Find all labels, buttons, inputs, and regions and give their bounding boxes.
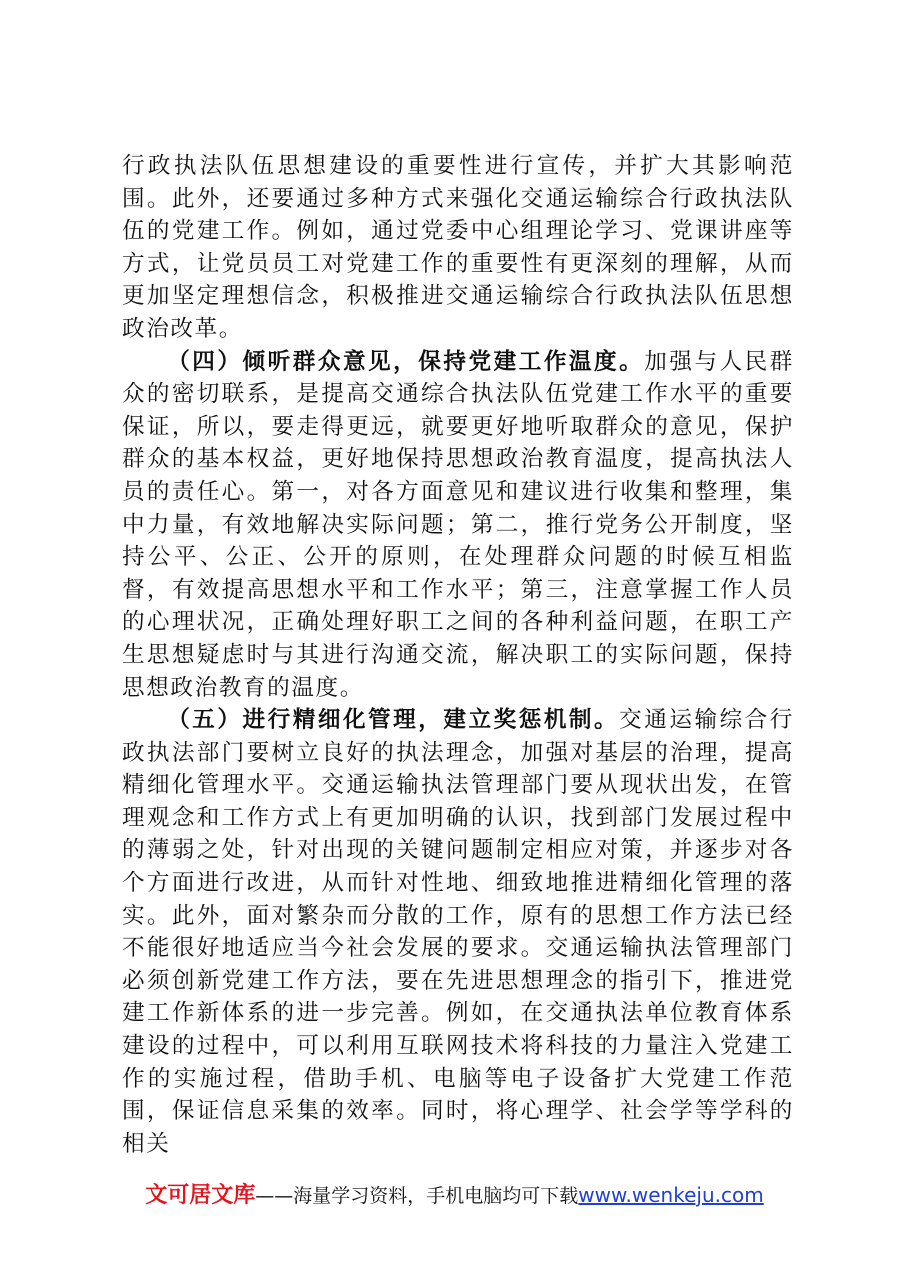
document-body (122, 150, 794, 1160)
paragraph-text: 交通运输综合行政执法部门要树立良好的执法理念，加强对基层的治理，提高精细化管理水平。交通运输执法管理部门要从现状出发，在管理观念和工作方式上有更加明确的认识，找到部门发展过程中的薄弱之处，针对出现的关键问题制定相应对策，并逐步对各个方面进行改进，从而针对性地、细致地推进精细化管理的落实。此外，面对繁杂而分散的工作，原有的思想工作方法已经不能很好地适应当今社会发展的要求。交通运输执法管理部门必须创新党建工作方法，要在先进思想理念的指引下，推进党建工作新体系的进一步完善。例如，在交通执法单位教育体系建设的过程中，可以利用互联网技术将科技的力量注入党建工作的实施过程，借助手机、电脑等电子设备扩大党建工作范围，保证信息采集的效率。同时，将心理学、社会学等学科的相关 (122, 707, 794, 1157)
paragraph-section-5 (122, 704, 794, 1160)
footer-url-link[interactable]: www.wenkeju.com (578, 1183, 764, 1207)
paragraph-text: 行政执法队伍思想建设的重要性进行宣传，并扩大其影响范围。此外，还要通过多种方式来强化交通运输综合行政执法队伍的党建工作。例如，通过党委中心组理论学习、党课讲座等方式，让党员员工对党建工作的重要性有更深刻的理解，从而更加坚定理想信念，积极推进交通运输综合行政执法队伍思想政治改革。 (122, 153, 794, 342)
section-heading-5: （五）进行精细化管理，建立奖惩机制。 (167, 707, 620, 734)
section-heading-4: （四）倾听群众意见，保持党建工作温度。 (167, 348, 645, 375)
footer-slogan: ——海量学习资料，手机电脑均可下载 (255, 1185, 579, 1207)
paragraph-continuation (122, 150, 794, 346)
footer-banner (0, 1180, 909, 1211)
footer-brand: 文可居文库 (145, 1183, 256, 1208)
paragraph-section-4 (122, 346, 794, 705)
paragraph-text: 加强与人民群众的密切联系，是提高交通综合执法队伍党建工作水平的重要保证，所以，要走得更远，就要更好地听取群众的意见，保护群众的基本权益，更好地保持思想政治教育温度，提高执法人员的责任心。第一，对各方面意见和建议进行收集和整理，集中力量，有效地解决实际问题；第二，推行党务公开制度，坚持公平、公正、公开的原则，在处理群众问题的时候互相监督，有效提高思想水平和工作水平；第三，注意掌握工作人员的心理状况，正确处理好职工之间的各种利益问题，在职工产生思想疑虑时与其进行沟通交流，解决职工的实际问题，保持思想政治教育的温度。 (122, 348, 794, 701)
